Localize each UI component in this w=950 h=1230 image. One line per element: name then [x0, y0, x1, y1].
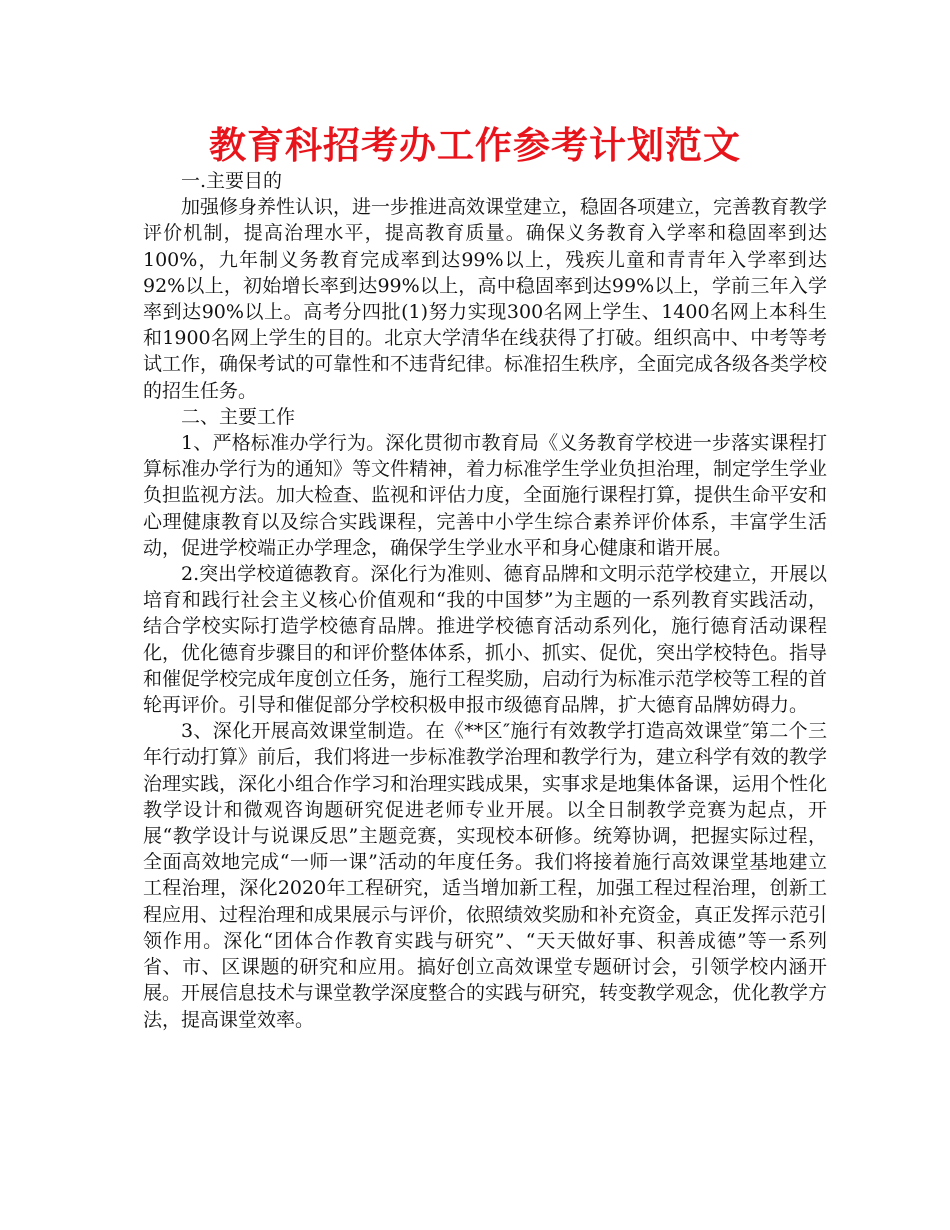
document-body	[143, 168, 827, 1033]
paragraph-goals: 加强修身养性认识，进一步推进高效课堂建立，稳固各项建立，完善教育教学评价机制，提高治理水平，提高教育质量。确保义务教育入学率和稳固率到达100%，九年制义务教育完成率到达99%以上，残疾儿童和青青年入学率到达92%以上，初始增长率到达99%以上，高中稳固率到达99%以上，学前三年入学率到达90%以上。高考分四批(1)努力实现300名网上学生、1400名网上本科生和1900名网上学生的目的。北京大学清华在线获得了打破。组织高中、中考等考试工作，确保考试的可靠性和不违背纪律。标准招生秩序，全面完成各级各类学校的招生任务。	[143, 196, 828, 402]
paragraph-work-2: 2.突出学校道德教育。深化行为准则、德育品牌和文明示范学校建立，开展以培育和践行社会主义核心价值观和“我的中国梦”为主题的一系列教育实践活动，结合学校实际打造学校德育品牌。推进学校德育活动系列化，施行德育活动课程化，优化德育步骤目的和评价整体体系，抓小、抓实、促优，突出学校特色。指导和催促学校完成年度创立任务，施行工程奖励，启动行为标准示范学校等工程的首轮再评价。引导和催促部分学校积极申报市级德育品牌，扩大德育品牌妨碍力。	[143, 563, 828, 717]
section-heading-work: 二、主要工作	[181, 405, 296, 428]
paragraph-work-1: 1、严格标准办学行为。深化贯彻市教育局《义务教育学校进一步落实课程打算标准办学行为的通知》等文件精神，着力标准学生学业负担治理，制定学生学业负担监视方法。加大检查、监视和评估力度，全面施行课程打算，提供生命平安和心理健康教育以及综合实践课程，完善中小学生综合素养评价体系，丰富学生活动，促进学校端正办学理念，确保学生学业水平和身心健康和谐开展。	[143, 432, 828, 559]
document-title: 教育科招考办工作参考计划范文	[209, 124, 741, 167]
paragraph-work-3: 3、深化开展高效课堂制造。在《**区″施行有效教学打造高效课堂″第二个三年行动打算》前后，我们将进一步标准教学治理和教学行为，建立科学有效的教学治理实践，深化小组合作学习和治理实践成果，实事求是地集体备课，运用个性化教学设计和微观咨询题研究促进老师专业开展。以全日制教学竞赛为起点，开展“教学设计与说课反思”主题竞赛，实现校本研修。统筹协调，把握实际过程，全面高效地完成“一师一课”活动的年度任务。我们将接着施行高效课堂基地建立工程治理，深化2020年工程研究，适当增加新工程，加强工程过程治理，创新工程应用、过程治理和成果展示与评价，依照绩效奖励和补充资金，真正发挥示范引领作用。深化“团体合作教育实践与研究”、“天天做好事、积善成德”等一系列省、市、区课题的研究和应用。搞好创立高效课堂专题研讨会，引领学校内涵开展。开展信息技术与课堂教学深度整合的实践与研究，转变教学观念，优化教学方法，提高课堂效率。	[143, 720, 828, 1031]
section-heading-goals: 一.主要目的	[181, 170, 283, 192]
